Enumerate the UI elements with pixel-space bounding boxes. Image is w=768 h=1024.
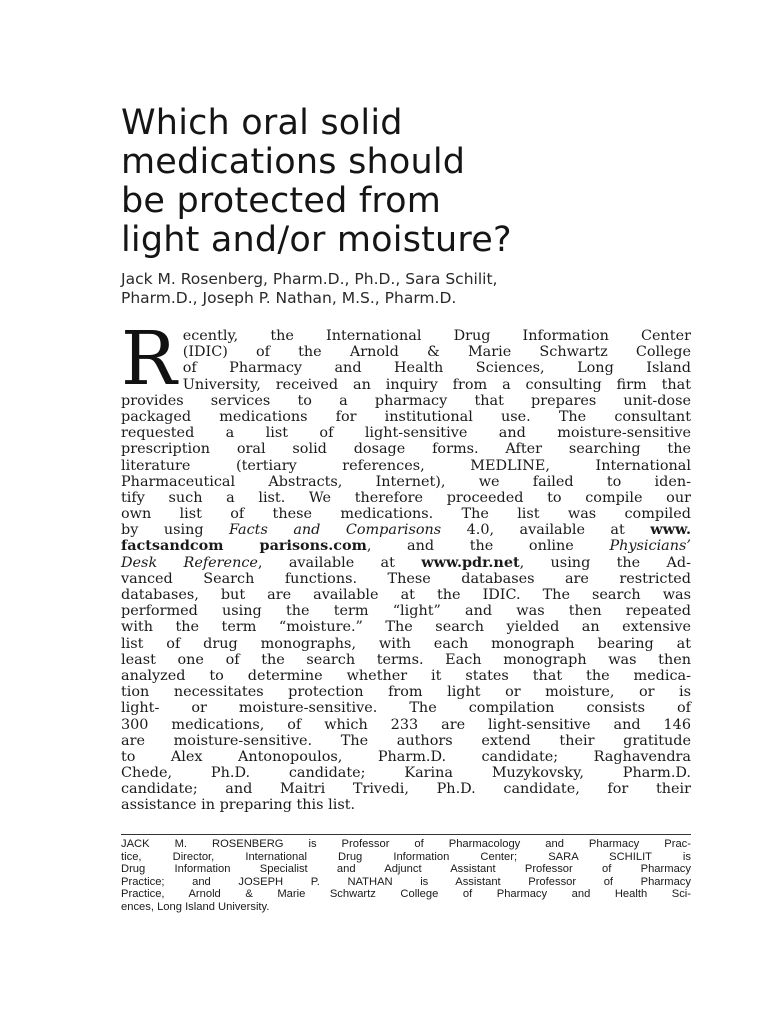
body-text: , and the online [366,538,610,555]
drop-cap: R [121,316,177,402]
body-line: prescription oral solid dosage forms. After searching the [121,441,691,458]
body-line: tify such a list. We therefore proceeded to compile our [121,489,691,506]
body-line: assistance in preparing this list. [121,797,356,814]
body-line: ecently, the International Drug Information Center [182,328,691,344]
footnote-line: Practice; and JOSEPH P. NATHAN is Assistant Professor of Pharmacy [121,875,691,888]
footnote-line: JACK M. ROSENBERG is Professor of Pharmacology and Pharmacy Prac- [121,838,691,850]
body-line: databases, but are available at the IDIC. The search was [121,587,691,603]
body-line [121,555,691,571]
footnote-line: ences, Long Island University. [121,900,270,913]
body-line: 300 medications, of which 233 are light-sensitive and 146 [121,716,691,733]
url-link: www.pdr.net [421,553,520,571]
footnote-divider [121,834,691,835]
body-line [121,522,691,538]
body-line: (IDIC) of the Arnold & Marie Schwartz College [182,344,691,361]
body-line [121,538,691,554]
author-line: Jack M. Rosenberg, Pharm.D., Ph.D., Sara Schilit, [121,270,498,288]
url-link: factsandcom parisons.com [121,537,367,555]
body-line: packaged medications for institutional use. The consultant [121,408,691,425]
title-line: Which oral solid [121,103,403,143]
body-line: Pharmaceutical Abstracts, Internet), we failed to iden- [121,473,691,490]
url-link: www. [650,521,692,539]
body-line: own list of these medications. The list was compiled [121,506,691,523]
author-footnote [121,838,691,914]
body-line: literature (tertiary references, MEDLINE, International [121,457,691,474]
body-line: with the term “moisture.” The search yielded an extensive [121,619,691,636]
footnote-line: Practice, Arnold & Marie Schwartz College of Pharmacy and Health Sci- [121,888,691,901]
article-body [121,316,692,814]
body-line: are moisture-sensitive. The authors extend their gratitude [121,732,691,749]
body-line: requested a list of light-sensitive and moisture-sensitive [121,425,691,442]
author-line: Pharm.D., Joseph P. Nathan, M.S., Pharm.D. [121,289,457,307]
body-line: light- or moisture-sensitive. The compilation consists of [121,700,691,717]
reference-title: Desk Reference [121,554,258,571]
article-title [121,104,691,260]
body-line: Chede, Ph.D. candidate; Karina Muzykovsky, Pharm.D. [121,765,691,782]
body-line: University, received an inquiry from a consulting firm that [182,376,691,393]
body-text: by using [121,522,230,539]
body-line: of Pharmacy and Health Sciences, Long Island [182,360,691,377]
footnote-line: Drug Information Specialist and Adjunct Assistant Professor of Pharmacy [121,863,691,876]
title-line: medications should [121,142,466,182]
reference-title: Facts and Comparisons [229,522,442,539]
body-line: provides services to a pharmacy that prepares unit-dose [121,392,691,409]
body-line: performed using the term “light” and was then repeated [121,603,691,620]
body-line: tion necessitates protection from light or moisture, or is [121,684,691,701]
reference-title: Physicians’ [609,538,691,555]
author-byline [121,270,691,308]
body-text: 4.0, available at [441,522,651,539]
body-line: least one of the search terms. Each monograph was then [121,651,691,668]
body-line: vanced Search functions. These databases are restricted [121,570,691,587]
title-line: light and/or moisture? [121,220,512,260]
footnote-line: tice, Director, International Drug Information Center; SARA SCHILIT is [121,850,691,863]
body-text: , using the Ad- [519,554,691,571]
body-line: analyzed to determine whether it states that the medica- [121,667,691,684]
title-line: be protected from [121,181,442,221]
body-text: , available at [257,554,422,571]
body-line: to Alex Antonopoulos, Pharm.D. candidate; Raghavendra [121,748,691,765]
body-line: list of drug monographs, with each monograph bearing at [121,635,691,652]
body-line: candidate; and Maitri Trivedi, Ph.D. candidate, for their [121,781,691,798]
